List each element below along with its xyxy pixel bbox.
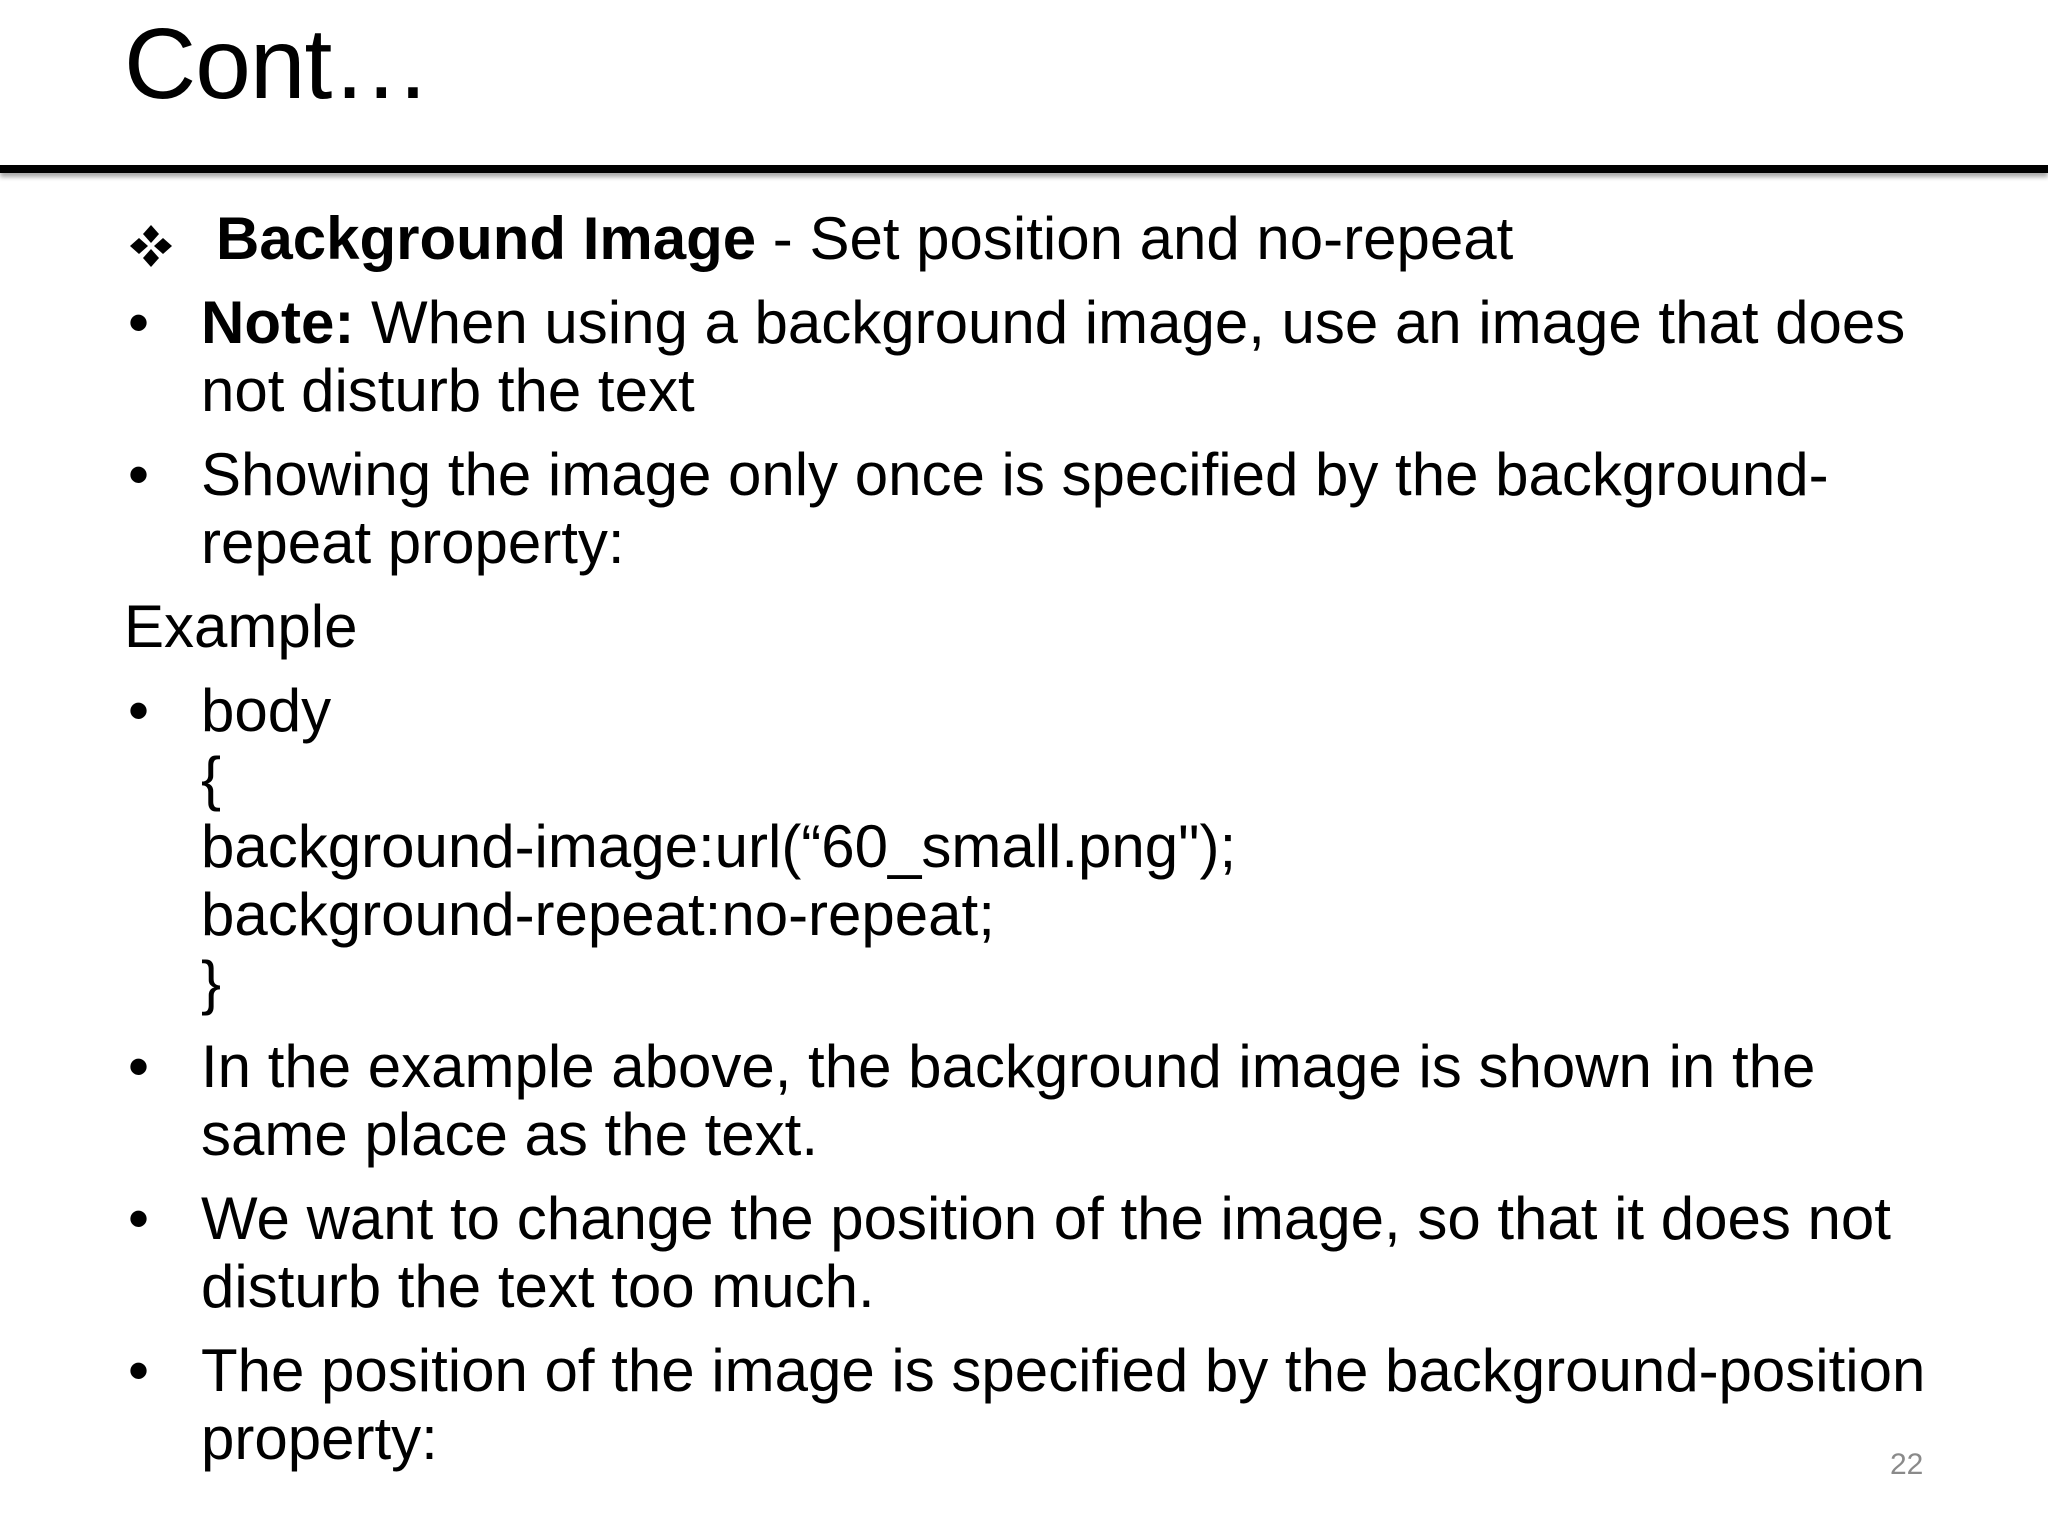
heading-rest-text: - Set position and no-repeat bbox=[756, 205, 1514, 272]
page-number: 22 bbox=[1890, 1448, 1924, 1481]
list-item-repeat bbox=[124, 441, 1964, 577]
bullet-dot-icon: • bbox=[128, 1033, 150, 1100]
code-line: background-image:url(“60_small.png"); bbox=[201, 813, 1237, 880]
example-label: Example bbox=[124, 593, 358, 660]
section-heading bbox=[124, 205, 1964, 273]
heading-bold-text: Background Image bbox=[216, 205, 757, 272]
position-property-text: The position of the image is specified by the background-position property: bbox=[201, 1337, 1926, 1472]
explanation-text: In the example above, the background image is shown in the same place as the text. bbox=[201, 1033, 1816, 1168]
bullet-dot-icon: • bbox=[128, 441, 150, 508]
bullet-dot-icon: • bbox=[128, 289, 150, 356]
slide-content bbox=[124, 205, 1964, 1489]
note-label: Note: bbox=[201, 289, 355, 356]
note-text: When using a background image, use an image that does not disturb the text bbox=[201, 289, 1906, 424]
title-divider bbox=[0, 165, 2048, 173]
bullet-dot-icon: • bbox=[128, 677, 150, 744]
repeat-text: Showing the image only once is specified by the background-repeat property: bbox=[201, 441, 1829, 576]
code-line: { bbox=[201, 745, 222, 812]
list-item-note bbox=[124, 289, 1964, 425]
bullet-dot-icon: • bbox=[128, 1185, 150, 1252]
list-item-position-property bbox=[124, 1337, 1964, 1473]
list-item-code bbox=[124, 677, 1964, 1017]
code-line: } bbox=[201, 949, 222, 1016]
change-position-text: We want to change the position of the image, so that it does not disturb the text too much. bbox=[201, 1185, 1891, 1320]
bullet-dot-icon: • bbox=[128, 1337, 150, 1404]
list-item-example-explanation bbox=[124, 1033, 1964, 1169]
code-line: body bbox=[201, 677, 332, 744]
code-line: background-repeat:no-repeat; bbox=[201, 881, 995, 948]
slide-title: Cont… bbox=[124, 8, 431, 120]
four-diamond-bullet-icon bbox=[128, 223, 174, 269]
list-item-change-position bbox=[124, 1185, 1964, 1321]
